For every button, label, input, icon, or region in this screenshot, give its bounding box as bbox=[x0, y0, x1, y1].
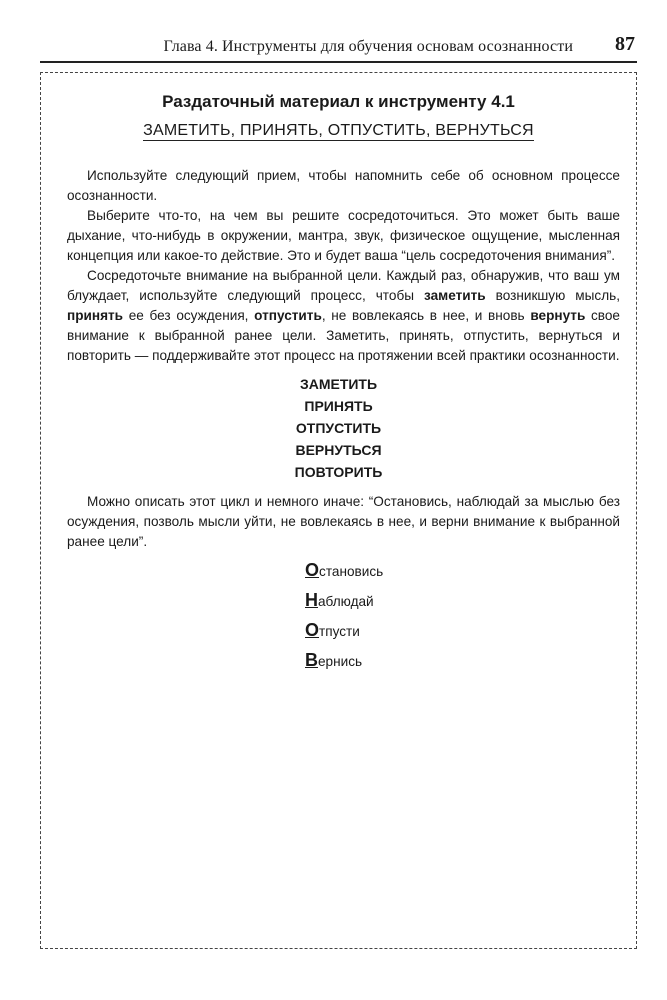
cycle-text bbox=[67, 492, 620, 552]
acronym-rest: тпусти bbox=[319, 624, 360, 639]
keyword-let-go: отпустить bbox=[254, 308, 322, 323]
running-head bbox=[40, 30, 635, 60]
focus-text: , не вовлекаясь в нее, и вновь bbox=[321, 308, 531, 323]
acronym-rest: становись bbox=[319, 564, 384, 579]
paragraph-cycle: Можно описать этот цикл и немного иначе: “Остановись, наблюдай за мыслью без осуждения, позволь мысли уйти, не вовлекаясь в нее, и верни внимание к выбранной ранее цели”. bbox=[67, 494, 620, 549]
acronym-rest: аблюдай bbox=[318, 594, 374, 609]
step-item: ПОВТОРИТЬ bbox=[294, 464, 383, 480]
acronym-row bbox=[305, 646, 383, 676]
step-item: ОТПУСТИТЬ bbox=[295, 420, 382, 436]
handout-box bbox=[40, 72, 637, 949]
acronym-list bbox=[305, 556, 383, 676]
keyword-accept: принять bbox=[67, 308, 124, 323]
paragraph-intro-1: Используйте следующий прием, чтобы напомнить себе об основном процессе осознанности. bbox=[67, 168, 620, 203]
acronym-capital: Н bbox=[305, 590, 318, 610]
acronym-row bbox=[305, 586, 383, 616]
acronym-capital: В bbox=[305, 650, 318, 670]
paragraph-focus bbox=[67, 266, 620, 366]
step-item: ПРИНЯТЬ bbox=[304, 398, 373, 414]
step-item: ВЕРНУТЬСЯ bbox=[295, 442, 382, 458]
handout-subtitle: ЗАМЕТИТЬ, ПРИНЯТЬ, ОТПУСТИТЬ, ВЕРНУТЬСЯ bbox=[143, 122, 534, 139]
focus-text: свое внимание к выбранной ранее цели. Заметить, принять, отпустить, вернуться и повторить — поддерживайте этот процесс на протяжении всей практики осознанности. bbox=[67, 308, 620, 363]
running-title: Глава 4. Инструменты для обучения основам осознанности bbox=[163, 38, 573, 55]
focus-text: возникшую мысль, bbox=[485, 288, 620, 303]
intro-text bbox=[67, 166, 620, 366]
page-number: 87 bbox=[615, 33, 635, 55]
acronym-rest: ернись bbox=[318, 654, 363, 669]
acronym-capital: О bbox=[305, 620, 320, 640]
acronym-row bbox=[305, 616, 383, 646]
focus-text: Сосредоточьте внимание на выбранной цели. Каждый раз, обнаружив, что ваш ум блуждает, используйте следующий процесс, чтобы bbox=[67, 268, 620, 303]
keyword-notice: заметить bbox=[424, 288, 486, 303]
paragraph-intro-2: Выберите что-то, на чем вы решите сосредоточиться. Это может быть ваше дыхание, что-нибудь в окружении, мантра, звук, физическое ощущение, мысленная концепция или какое-то действие. Это и будет ваша “цель сосредоточения внимания”. bbox=[67, 208, 620, 263]
focus-text: ее без осуждения, bbox=[123, 308, 255, 323]
handout-title: Раздаточный материал к инструменту 4.1 bbox=[162, 92, 515, 111]
handout-subtitle-wrap bbox=[41, 122, 636, 140]
header-rule bbox=[40, 61, 637, 63]
steps-list bbox=[41, 373, 636, 483]
acronym-capital: О bbox=[305, 560, 320, 580]
acronym-row bbox=[305, 556, 383, 586]
keyword-return: вернуть bbox=[530, 308, 586, 323]
step-item: ЗАМЕТИТЬ bbox=[299, 376, 378, 392]
